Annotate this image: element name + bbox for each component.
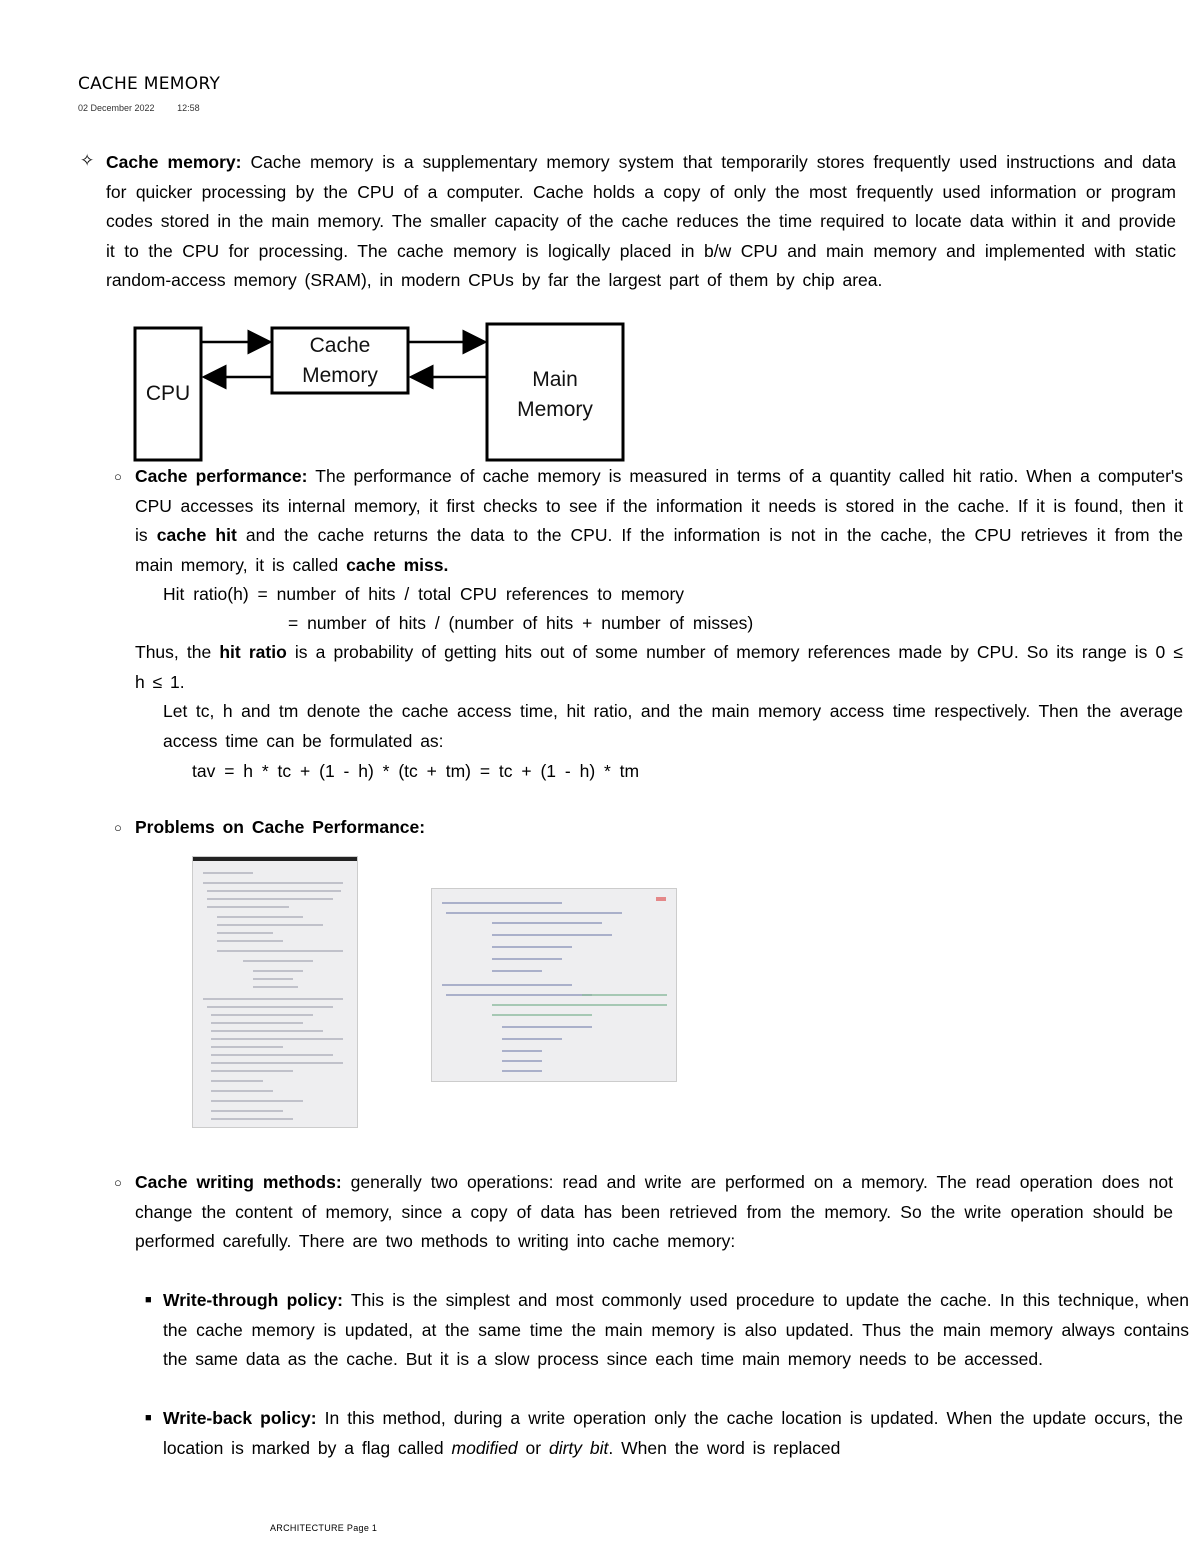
performance-paragraph — [135, 462, 1183, 580]
writing-text: generally two operations: read and write are performed on a memory. The read operation does not change the content of memory, since a copy of data has been retrieved from the memory. So the write operation should be performed carefully. There are two methods to writing into cache memory: — [135, 1172, 1173, 1251]
square-bullet-icon: ■ — [145, 1294, 152, 1306]
handwritten-notes-image-1 — [192, 856, 358, 1128]
hit-ratio-formula-2: = number of hits / (number of hits + number of misses) — [288, 613, 754, 633]
intro-term: Cache memory: — [106, 152, 242, 172]
hit-ratio-paragraph — [135, 638, 1183, 697]
dirty-bit-term: dirty bit — [548, 1437, 609, 1458]
write-through-paragraph — [163, 1286, 1189, 1375]
hit-ratio-formula-1: Hit ratio(h) = number of hits / total CPU references to memory — [163, 584, 685, 604]
thus-post: is a probability of getting hits out of some number of memory references made by CPU. So its range is 0 ≤ h ≤ 1. — [135, 642, 1183, 692]
cache-label-2: Memory — [302, 364, 378, 387]
write-back-text-1: In this method, during a write operation only the cache location is updated. When the update occurs, the location is marked by a flag called — [163, 1408, 1183, 1458]
write-through-text: This is the simplest and most commonly used procedure to update the cache. In this technique, when the cache memory is updated, at the same time the main memory is also updated. Thus the main memory always contains the same data as the cache. But it is a slow process since each time main memory needs to be accessed. — [163, 1290, 1190, 1369]
modified-term: modified — [451, 1437, 518, 1458]
let-paragraph: Let tc, h and tm denote the cache access time, hit ratio, and the main memory access time respectively. Then the average access time can be formulated as: — [163, 701, 1183, 751]
page-title: CACHE MEMORY — [78, 74, 221, 94]
write-through-term: Write-through policy: — [163, 1290, 343, 1310]
main-memory-box — [487, 324, 623, 460]
page-meta — [78, 103, 220, 113]
writing-term: Cache writing methods: — [135, 1172, 342, 1192]
cache-label-1: Cache — [309, 334, 371, 357]
diamond-bullet-icon: ✧ — [80, 151, 95, 170]
circle-bullet-icon: ○ — [114, 469, 122, 484]
cpu-label: CPU — [145, 382, 191, 405]
write-back-text-2: . When the word is replaced — [608, 1437, 841, 1458]
page-time: 12:58 — [177, 103, 200, 113]
write-back-paragraph — [163, 1404, 1183, 1463]
problems-heading — [135, 813, 425, 843]
performance-term: Cache performance: — [135, 466, 308, 486]
cache-miss-term: cache miss. — [346, 554, 449, 575]
thus-pre: Thus, the — [135, 642, 212, 662]
problems-heading-text: Problems on Cache Performance: — [135, 817, 426, 837]
circle-bullet-icon: ○ — [114, 1175, 122, 1190]
square-bullet-icon: ■ — [145, 1412, 152, 1424]
page-date: 02 December 2022 — [78, 103, 155, 113]
write-back-or: or — [525, 1437, 542, 1458]
intro-paragraph — [106, 148, 1176, 296]
performance-text-2: and the cache returns the data to the CPU. If the information is not in the cache, the CPU retrieves it from the main memory, it is called — [135, 525, 1183, 575]
cache-diagram — [132, 322, 632, 464]
cache-hit-term: cache hit — [156, 525, 237, 545]
intro-text: Cache memory is a supplementary memory system that temporarily stores frequently used instructions and data for quicker processing by the CPU of a computer. Cache holds a copy of only the most frequently used information or program codes stored in the main memory. The smaller capacity of the cache reduces the time required to locate data within it and provide it to the CPU for processing. The cache memory is logically placed in b/w CPU and main memory and implemented with static random-access memory (SRAM), in modern CPUs by far the largest part of them by chip area. — [106, 152, 1177, 290]
avg-access-formula: tav = h * tc + (1 - h) * (tc + tm) = tc + (1 - h) * tm — [192, 761, 640, 781]
writing-paragraph — [135, 1168, 1173, 1257]
handwritten-notes-image-2 — [431, 888, 677, 1082]
performance-text-1: The performance of cache memory is measured in terms of a quantity called hit ratio. When a computer's CPU accesses its internal memory, it first checks to see if the information it needs is stored in the cache. If it is found, then it is — [135, 466, 1183, 545]
page-footer: ARCHITECTURE Page 1 — [270, 1523, 378, 1533]
write-back-term: Write-back policy: — [163, 1408, 317, 1428]
hit-ratio-term: hit ratio — [219, 642, 287, 662]
main-label-1: Main — [532, 368, 578, 391]
main-label-2: Memory — [517, 398, 593, 421]
circle-bullet-icon: ○ — [114, 820, 122, 835]
